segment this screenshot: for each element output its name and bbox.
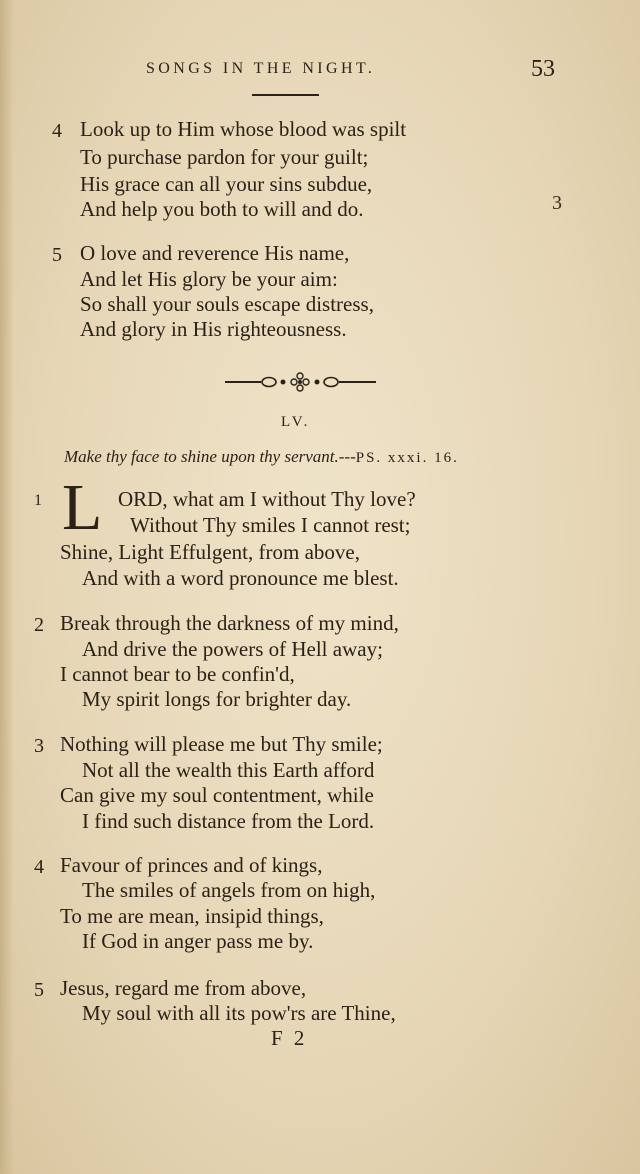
stanza-number: 2 bbox=[34, 614, 44, 636]
running-title: SONGS IN THE NIGHT. bbox=[146, 60, 376, 77]
verse-line: Not all the wealth this Earth afford bbox=[82, 758, 375, 782]
signature-mark: F 2 bbox=[271, 1026, 308, 1050]
verse-line: Look up to Him whose blood was spilt bbox=[80, 117, 407, 141]
stanza-number: 1 bbox=[34, 492, 42, 509]
verse-line: The smiles of angels from on high, bbox=[82, 878, 376, 902]
verse-line: And glory in His righteousness. bbox=[80, 317, 347, 341]
header-rule bbox=[252, 94, 319, 96]
stanza-number: 5 bbox=[34, 979, 44, 1001]
stanza-number: 3 bbox=[34, 735, 44, 757]
page-gutter-shadow bbox=[0, 0, 14, 1174]
epigraph-reference: PS. xxxi. 16. bbox=[355, 450, 459, 466]
verse-line: Can give my soul contentment, while bbox=[60, 783, 374, 807]
verse-line: To me are mean, insipid things, bbox=[60, 904, 324, 928]
verse-line: I cannot bear to be confin'd, bbox=[60, 662, 295, 686]
stanza-number: 4 bbox=[52, 120, 62, 142]
epigraph: Make thy face to shine upon thy servant.---PS. xxxi. 16. bbox=[64, 447, 459, 466]
page-number: 53 bbox=[531, 56, 555, 82]
verse-line: O love and reverence His name, bbox=[80, 241, 350, 265]
verse-line: My soul with all its pow'rs are Thine, bbox=[82, 1001, 396, 1025]
verse-line: My spirit longs for brighter day. bbox=[82, 687, 352, 711]
stanza-number: 4 bbox=[34, 856, 44, 878]
verse-line: And help you both to will and do. bbox=[80, 197, 364, 221]
verse-line: And let His glory be your aim: bbox=[80, 267, 338, 291]
verse-line: To purchase pardon for your guilt; bbox=[80, 145, 369, 169]
verse-line: Break through the darkness of my mind, bbox=[60, 611, 399, 635]
verse-line: Favour of princes and of kings, bbox=[60, 853, 323, 877]
verse-line: I find such distance from the Lord. bbox=[82, 809, 375, 833]
margin-mark: 3 bbox=[552, 192, 562, 214]
verse-line: And drive the powers of Hell away; bbox=[82, 637, 383, 661]
ornament-divider bbox=[223, 370, 378, 394]
drop-capital: L bbox=[62, 471, 103, 544]
verse-line: Shine, Light Effulgent, from above, bbox=[60, 540, 360, 564]
verse-line: Nothing will please me but Thy smile; bbox=[60, 732, 383, 756]
running-head bbox=[0, 58, 640, 86]
verse-line: And with a word pronounce me blest. bbox=[82, 566, 399, 590]
stanza-number: 5 bbox=[52, 244, 62, 266]
verse-line: So shall your souls escape distress, bbox=[80, 292, 374, 316]
verse-line: Without Thy smiles I cannot rest; bbox=[130, 513, 411, 537]
hymn-number: LV. bbox=[281, 414, 311, 430]
verse-line: Jesus, regard me from above, bbox=[60, 976, 307, 1000]
epigraph-text: Make thy face to shine upon thy servant. bbox=[64, 447, 339, 466]
verse-line: If God in anger pass me by. bbox=[82, 929, 314, 953]
verse-line: ORD, what am I without Thy love? bbox=[118, 487, 416, 511]
verse-line: His grace can all your sins subdue, bbox=[80, 172, 373, 196]
